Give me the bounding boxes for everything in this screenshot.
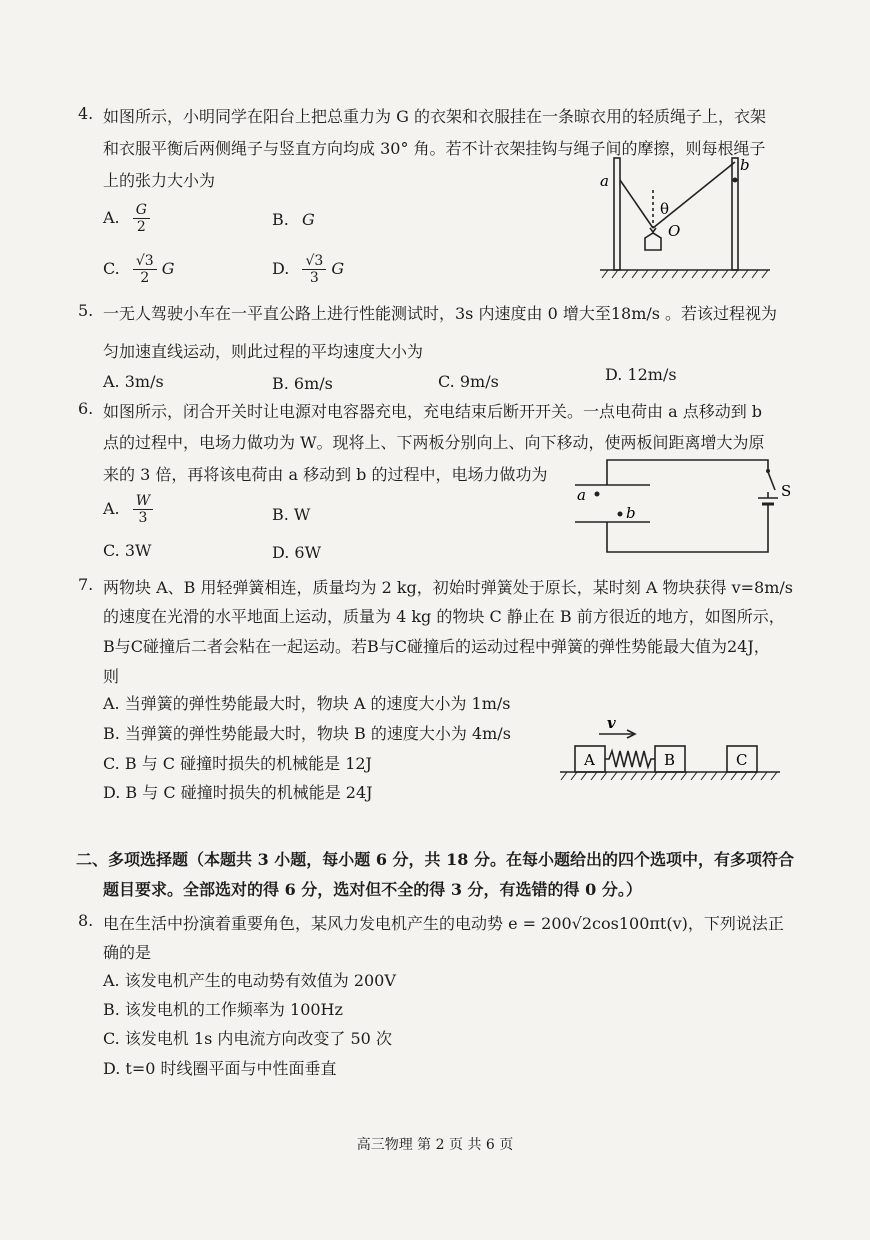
- q7-stem-line3: B与C碰撞后二者会粘在一起运动。若B与C碰撞后的运动过程中弹簧的弹性势能最大值为24J，: [103, 637, 770, 656]
- q5-stem-line1: 一无人驾驶小车在一平直公路上进行性能测试时，3s 内速度由 0 增大至18m/s 。若该过程视为: [103, 304, 778, 323]
- q7-number: 7.: [78, 575, 94, 594]
- label-block-a: A: [584, 751, 595, 769]
- label-b: b: [740, 156, 750, 174]
- ground-hatch: [602, 270, 768, 278]
- q6-option-a-denominator: 3: [138, 510, 148, 526]
- label-s: S: [781, 482, 792, 500]
- q8-stem-line2: 确的是: [103, 943, 152, 962]
- q5-option-a[interactable]: A. 3m/s: [103, 372, 164, 391]
- q7-option-a[interactable]: A. 当弹簧的弹性势能最大时，物块 A 的速度大小为 1m/s: [103, 694, 511, 713]
- page-footer: 高三物理 第 2 页 共 6 页: [356, 1137, 514, 1153]
- right-rope: [653, 162, 735, 228]
- q5-option-b[interactable]: B. 6m/s: [272, 374, 333, 393]
- q4-option-a[interactable]: [103, 202, 150, 235]
- q4-option-a-denominator: 2: [136, 219, 146, 235]
- q6-option-a-fraction: [133, 493, 153, 526]
- q4-option-a-numerator: G: [133, 202, 150, 219]
- q8-stem-line1: 电在生活中扮演着重要角色，某风力发电机产生的电动势 e = 200√2cos100πt(v)，下列说法正: [103, 914, 784, 933]
- label-block-b: B: [664, 751, 676, 769]
- label-theta: θ: [660, 200, 670, 218]
- section-2-line2: 题目要求。全部选对的得 6 分，选对但不全的得 3 分，有选错的得 0 分。）: [103, 880, 642, 899]
- q5-stem-line2: 匀加速直线运动，则此过程的平均速度大小为: [103, 342, 424, 361]
- ground-hatch: [561, 772, 777, 780]
- q4-stem-line3: 上的张力大小为: [103, 171, 216, 190]
- switch-lever: [768, 472, 775, 490]
- label-o: O: [668, 222, 681, 240]
- label-a: a: [600, 172, 609, 190]
- q4-option-c-fraction: [133, 253, 157, 286]
- hanger-hook: [650, 228, 656, 232]
- q5-number: 5.: [78, 301, 94, 320]
- q6-stem-line3: 来的 3 倍，再将该电荷由 a 移动到 b 的过程中，电场力做功为: [103, 465, 548, 484]
- q5-option-d[interactable]: D. 12m/s: [605, 365, 677, 384]
- right-pole: [732, 158, 738, 270]
- q4-option-d[interactable]: [272, 253, 344, 286]
- q4-stem-line2: 和衣服平衡后两侧绳子与竖直方向均成 30° 角。若不计衣架挂钩与绳子间的摩擦，则每根绳子: [103, 139, 766, 158]
- q7-option-c[interactable]: C. B 与 C 碰撞时损失的机械能是 12J: [103, 754, 372, 773]
- q6-option-b[interactable]: B. W: [272, 505, 311, 524]
- q4-option-d-suffix: G: [331, 259, 345, 278]
- point-b-dot: [733, 178, 738, 183]
- q4-option-c-denominator: 2: [140, 270, 150, 286]
- point-b-dot: [618, 512, 623, 517]
- label-block-c: C: [736, 751, 748, 769]
- q7-stem-line4: 则: [103, 667, 120, 686]
- q8-option-d[interactable]: D. t=0 时线圈平面与中性面垂直: [103, 1059, 337, 1078]
- q6-option-a-label: A.: [103, 499, 120, 518]
- q4-option-c-suffix: G: [161, 259, 175, 278]
- q4-option-a-label: A.: [103, 208, 120, 227]
- q6-stem-line1: 如图所示，闭合开关时让电源对电容器充电，充电结束后断开开关。一点电荷由 a 点移动到 b: [103, 402, 763, 421]
- q4-option-b-label: B.: [272, 210, 289, 229]
- q7-stem-line2: 的速度在光滑的水平地面上运动，质量为 4 kg 的物块 C 静止在 B 前方很近的地方，如图所示，: [103, 607, 785, 626]
- q6-option-a[interactable]: [103, 493, 153, 526]
- q5-option-c[interactable]: C. 9m/s: [438, 372, 499, 391]
- q4-stem-line1: 如图所示，小明同学在阳台上把总重力为 G 的衣架和衣服挂在一条晾衣用的轻质绳子上，衣架: [103, 107, 766, 126]
- q6-option-a-numerator: W: [133, 493, 153, 510]
- label-a: a: [577, 486, 586, 504]
- q8-option-a[interactable]: A. 该发电机产生的电动势有效值为 200V: [103, 971, 396, 990]
- q6-option-c[interactable]: C. 3W: [103, 541, 152, 560]
- q4-number: 4.: [78, 104, 94, 123]
- q7-blocks-spring-figure: [555, 712, 790, 787]
- q6-stem-line2: 点的过程中，电场力做功为 W。现将上、下两板分别向上、向下移动，使两板间距离增大为原: [103, 433, 765, 452]
- q4-option-c[interactable]: [103, 253, 175, 286]
- q8-option-b[interactable]: B. 该发电机的工作频率为 100Hz: [103, 1000, 343, 1019]
- q4-clothesline-figure: [590, 150, 790, 285]
- q4-option-c-label: C.: [103, 259, 120, 278]
- switch-pivot: [766, 469, 770, 473]
- label-b: b: [626, 504, 636, 522]
- q4-option-b-text: G: [301, 210, 315, 229]
- q7-option-d[interactable]: D. B 与 C 碰撞时损失的机械能是 24J: [103, 783, 373, 802]
- q4-option-a-fraction: [133, 202, 150, 235]
- q4-option-d-denominator: 3: [309, 270, 319, 286]
- q4-option-c-numerator: √3: [133, 253, 157, 270]
- q6-capacitor-circuit-figure: [565, 452, 810, 562]
- q7-stem-line1: 两物块 A、B 用轻弹簧相连，质量均为 2 kg，初始时弹簧处于原长，某时刻 A 物块获得 v=8m/s: [103, 578, 793, 597]
- label-v: v: [607, 714, 616, 732]
- circuit-top-wire: [607, 460, 768, 485]
- q4-option-d-numerator: √3: [302, 253, 326, 270]
- q4-option-d-fraction: [302, 253, 326, 286]
- q6-number: 6.: [78, 399, 94, 418]
- left-rope: [620, 180, 653, 228]
- q8-option-c[interactable]: C. 该发电机 1s 内电流方向改变了 50 次: [103, 1029, 392, 1048]
- q4-option-d-label: D.: [272, 259, 290, 278]
- q8-number: 8.: [78, 911, 94, 930]
- q6-option-d[interactable]: D. 6W: [272, 543, 322, 562]
- q4-option-b[interactable]: [272, 210, 315, 229]
- section-2-line1: 二、多项选择题（本题共 3 小题，每小题 6 分，共 18 分。在每小题给出的四个选项中，有多项符合: [76, 850, 794, 869]
- clothes-icon: [645, 233, 661, 250]
- spring: [605, 751, 655, 767]
- point-a-dot: [595, 492, 600, 497]
- q7-option-b[interactable]: B. 当弹簧的弹性势能最大时，物块 B 的速度大小为 4m/s: [103, 724, 511, 743]
- left-pole: [614, 158, 620, 270]
